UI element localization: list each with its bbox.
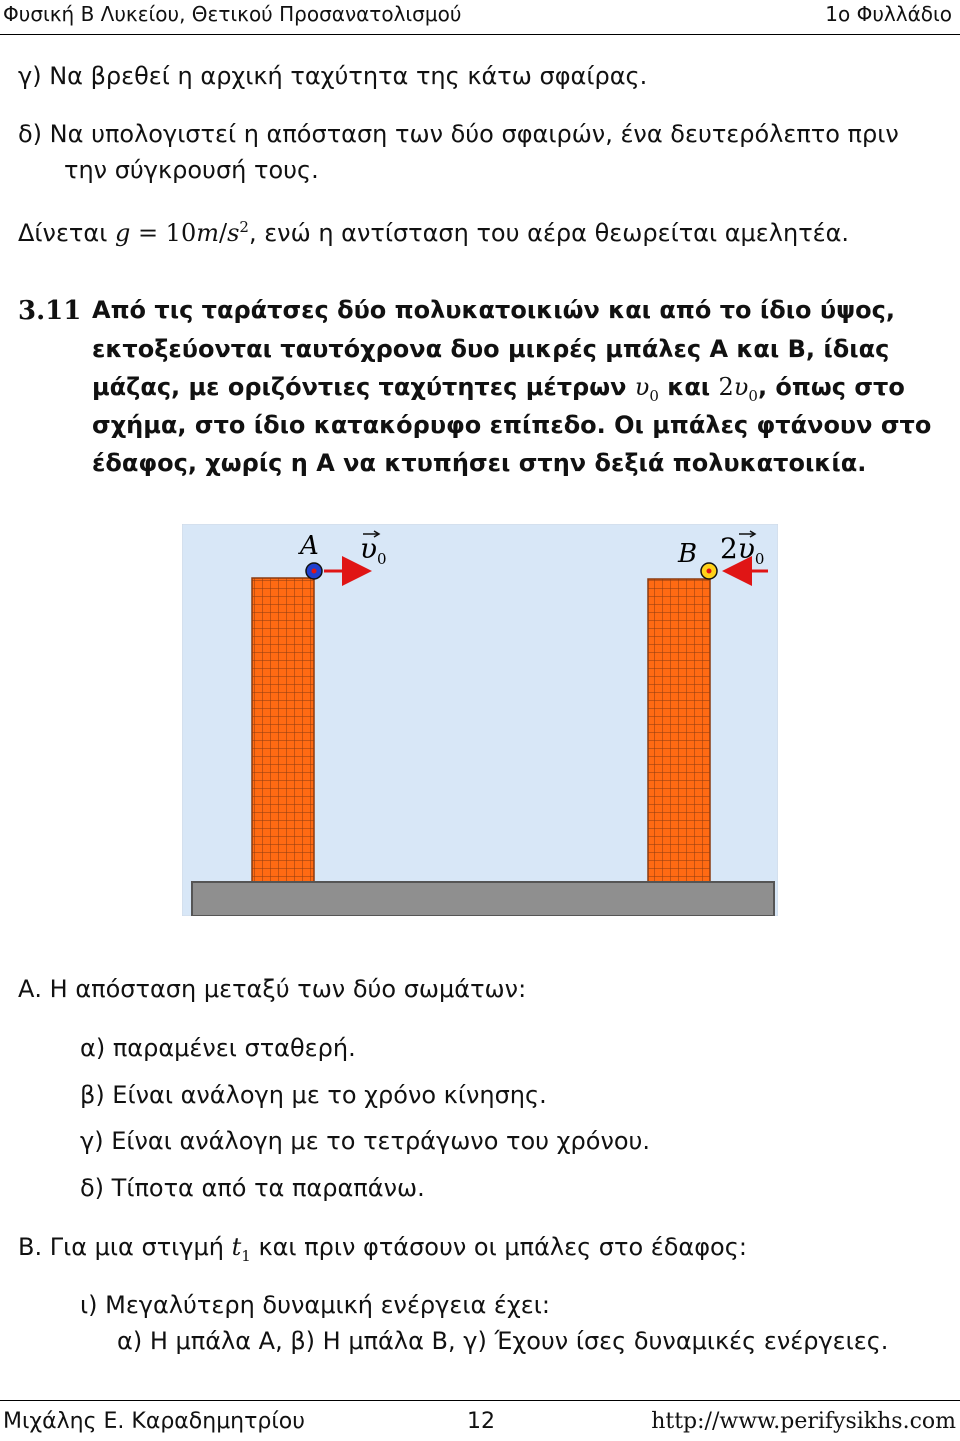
item-gamma: γ) Να βρεθεί η αρχική ταχύτητα της κάτω σφαίρας. (18, 62, 648, 90)
velocity-a: $\upsilon_0$ (360, 532, 387, 568)
label-b: B (678, 539, 698, 569)
footer-page-number: 12 (467, 1409, 495, 1434)
question-a-title: Α. Η απόσταση μεταξύ των δύο σωμάτων: (18, 975, 527, 1003)
t-subscript: 1 (241, 1246, 251, 1265)
item-delta-line1: δ) Να υπολογιστεί η απόσταση των δύο σφαιρών, ένα δευτερόλεπτο πριν (18, 120, 899, 148)
label-a: A (300, 531, 319, 561)
footer-author: Μιχάλης Ε. Καραδημητρίου (3, 1409, 305, 1434)
problem-number: 3.11 (18, 296, 82, 326)
question-a-option-1: α) παραμένει σταθερή. (80, 1034, 356, 1062)
given-g: g (114, 219, 131, 247)
page-header (0, 0, 960, 35)
problem-line-2: εκτοξεύονται ταυτόχρονα δυο μικρές μπάλες Α και Β, ίδιας (92, 335, 890, 363)
given-exp: 2 (239, 218, 249, 236)
given-s: s (227, 219, 240, 247)
question-a-option-3: γ) Είναι ανάλογη με το τετράγωνο του χρόνου. (80, 1127, 651, 1155)
header-title: Φυσική Β Λυκείου, Θετικού Προσανατολισμού (3, 2, 462, 26)
v-subscript: 0 (649, 386, 659, 405)
buildings-figure (182, 524, 778, 916)
v-symbol: υ (634, 373, 650, 401)
question-a-option-4: δ) Τίποτα από τα παραπάνω. (80, 1174, 425, 1202)
question-b-title-a: Β. Για μια στιγμή (18, 1233, 232, 1261)
two-factor: 2 (718, 373, 734, 401)
velocity-b: $2\upsilon_0$ (720, 532, 765, 568)
problem-line-3a: μάζας, με οριζόντιες ταχύτητες μέτρων (92, 373, 635, 401)
question-b-title (18, 1233, 747, 1265)
building-right (648, 579, 710, 884)
problem-line-4: σχήμα, στο ίδιο κατακόρυφο επίπεδο. Οι μπάλες φτάνουν στο (92, 411, 932, 439)
problem-line-3b: και (658, 373, 719, 401)
header-booklet: 1ο Φυλλάδιο (825, 2, 952, 26)
question-b-answers: α) Η μπάλα Α, β) Η μπάλα Β, γ) Έχουν ίσες δυναμικές ενέργειες. (117, 1327, 889, 1355)
problem-line-3 (92, 373, 905, 405)
given-statement (18, 218, 849, 247)
given-slash: / (218, 219, 228, 247)
ball-b-core (707, 569, 712, 574)
footer-url: http://www.perifysikhs.com (651, 1409, 956, 1434)
t-symbol: t (231, 1233, 242, 1261)
question-b-title-b: και πριν φτάσουν οι μπάλες στο έδαφος: (250, 1233, 747, 1261)
problem-line-5: έδαφος, χωρίς η Α να κτυπήσει στην δεξιά πολυκατοικία. (92, 449, 867, 477)
ground (192, 882, 774, 916)
given-m: m (196, 219, 219, 247)
v-subscript-2: 0 (748, 386, 758, 405)
given-eq: = 10 (130, 219, 197, 247)
problem-line-3c: , όπως στο (757, 373, 905, 401)
problem-line-1: Από τις ταράτσες δύο πολυκατοικιών και από το ίδιο ύψος, (92, 296, 895, 324)
item-delta-line2: την σύγκρουσή τους. (64, 156, 319, 184)
building-left (252, 578, 314, 884)
question-b-sub-i: ι) Μεγαλύτερη δυναμική ενέργεια έχει: (80, 1291, 550, 1319)
ball-a-core (312, 569, 317, 574)
given-prefix: Δίνεται (18, 219, 115, 247)
page-footer (0, 1400, 960, 1441)
question-a-option-2: β) Είναι ανάλογη με το χρόνο κίνησης. (80, 1081, 547, 1109)
v-symbol-2: υ (733, 373, 749, 401)
given-suffix: , ενώ η αντίσταση του αέρα θεωρείται αμελητέα. (248, 219, 850, 247)
